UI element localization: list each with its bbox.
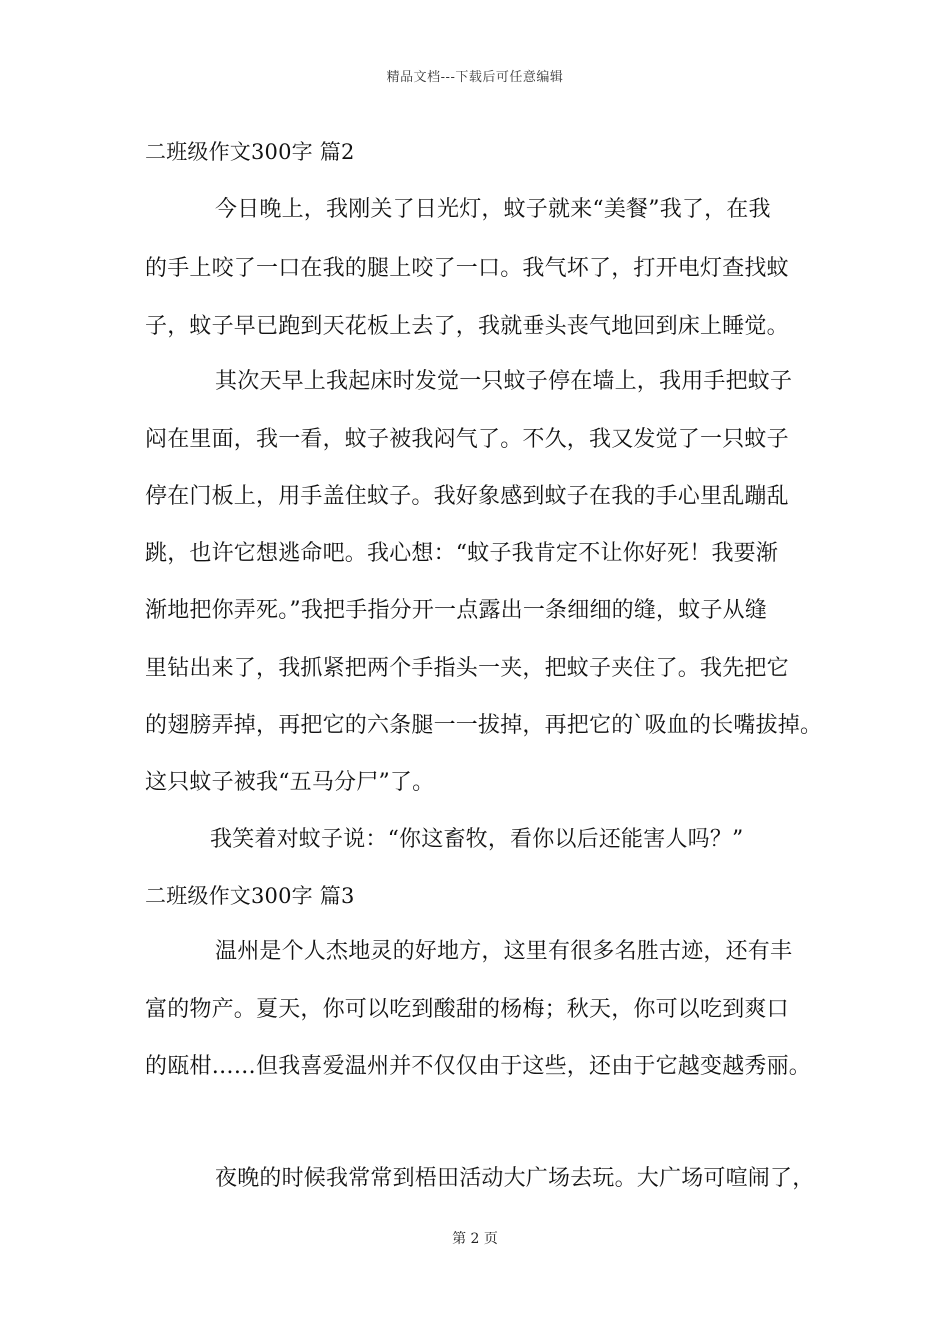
paragraph-line: 跳，也许它想逃命吧。我心想：“蚊子我肯定不让你好死！我要渐 [145, 541, 779, 566]
section-heading-2: 二班级作文300字 篇2 [145, 140, 355, 164]
paragraph-line: 富的物产。夏天，你可以吃到酸甜的杨梅；秋天，你可以吃到爽口 [145, 997, 789, 1022]
paragraph-line: 的手上咬了一口在我的腿上咬了一口。我气坏了，打开电灯查找蚊 [145, 256, 789, 281]
paragraph-line: 我笑着对蚊子说：“你这畜牧，看你以后还能害人吗？” [210, 827, 744, 852]
paragraph-line: 渐地把你弄死。”我把手指分开一点露出一条细细的缝，蚊子从缝 [145, 598, 768, 623]
paragraph-line: 的翅膀弄掉，再把它的六条腿一一拔掉，再把它的`吸血的长嘴拔掉。 [145, 713, 823, 738]
paragraph-line: 温州是个人杰地灵的好地方，这里有很多名胜古迹，还有丰 [215, 939, 793, 964]
paragraph-line: 的瓯柑……但我喜爱温州并不仅仅由于这些，还由于它越变越秀丽。 [145, 1054, 812, 1079]
paragraph-line: 这只蚊子被我“五马分尸”了。 [145, 770, 435, 795]
paragraph-line: 闷在里面，我一看，蚊子被我闷气了。不久，我又发觉了一只蚊子 [145, 427, 789, 452]
page-header: 精品文档---下载后可任意编辑 [386, 70, 564, 85]
paragraph-line: 里钻出来了，我抓紧把两个手指头一夹，把蚊子夹住了。我先把它 [145, 656, 789, 681]
page-number: 第 2 页 [452, 1231, 498, 1247]
paragraph-line: 今日晚上，我刚关了日光灯，蚊子就来“美餐”我了，在我 [215, 197, 771, 222]
paragraph-line: 子，蚊子早已跑到天花板上去了，我就垂头丧气地回到床上睡觉。 [145, 314, 789, 339]
paragraph-line: 夜晚的时候我常常到梧田活动大广场去玩。大广场可喧闹了， [215, 1166, 815, 1191]
paragraph-line: 其次天早上我起床时发觉一只蚊子停在墙上，我用手把蚊子 [215, 369, 793, 394]
section-heading-3: 二班级作文300字 篇3 [145, 884, 355, 908]
paragraph-line: 停在门板上，用手盖住蚊子。我好象感到蚊子在我的手心里乱蹦乱 [145, 484, 789, 509]
